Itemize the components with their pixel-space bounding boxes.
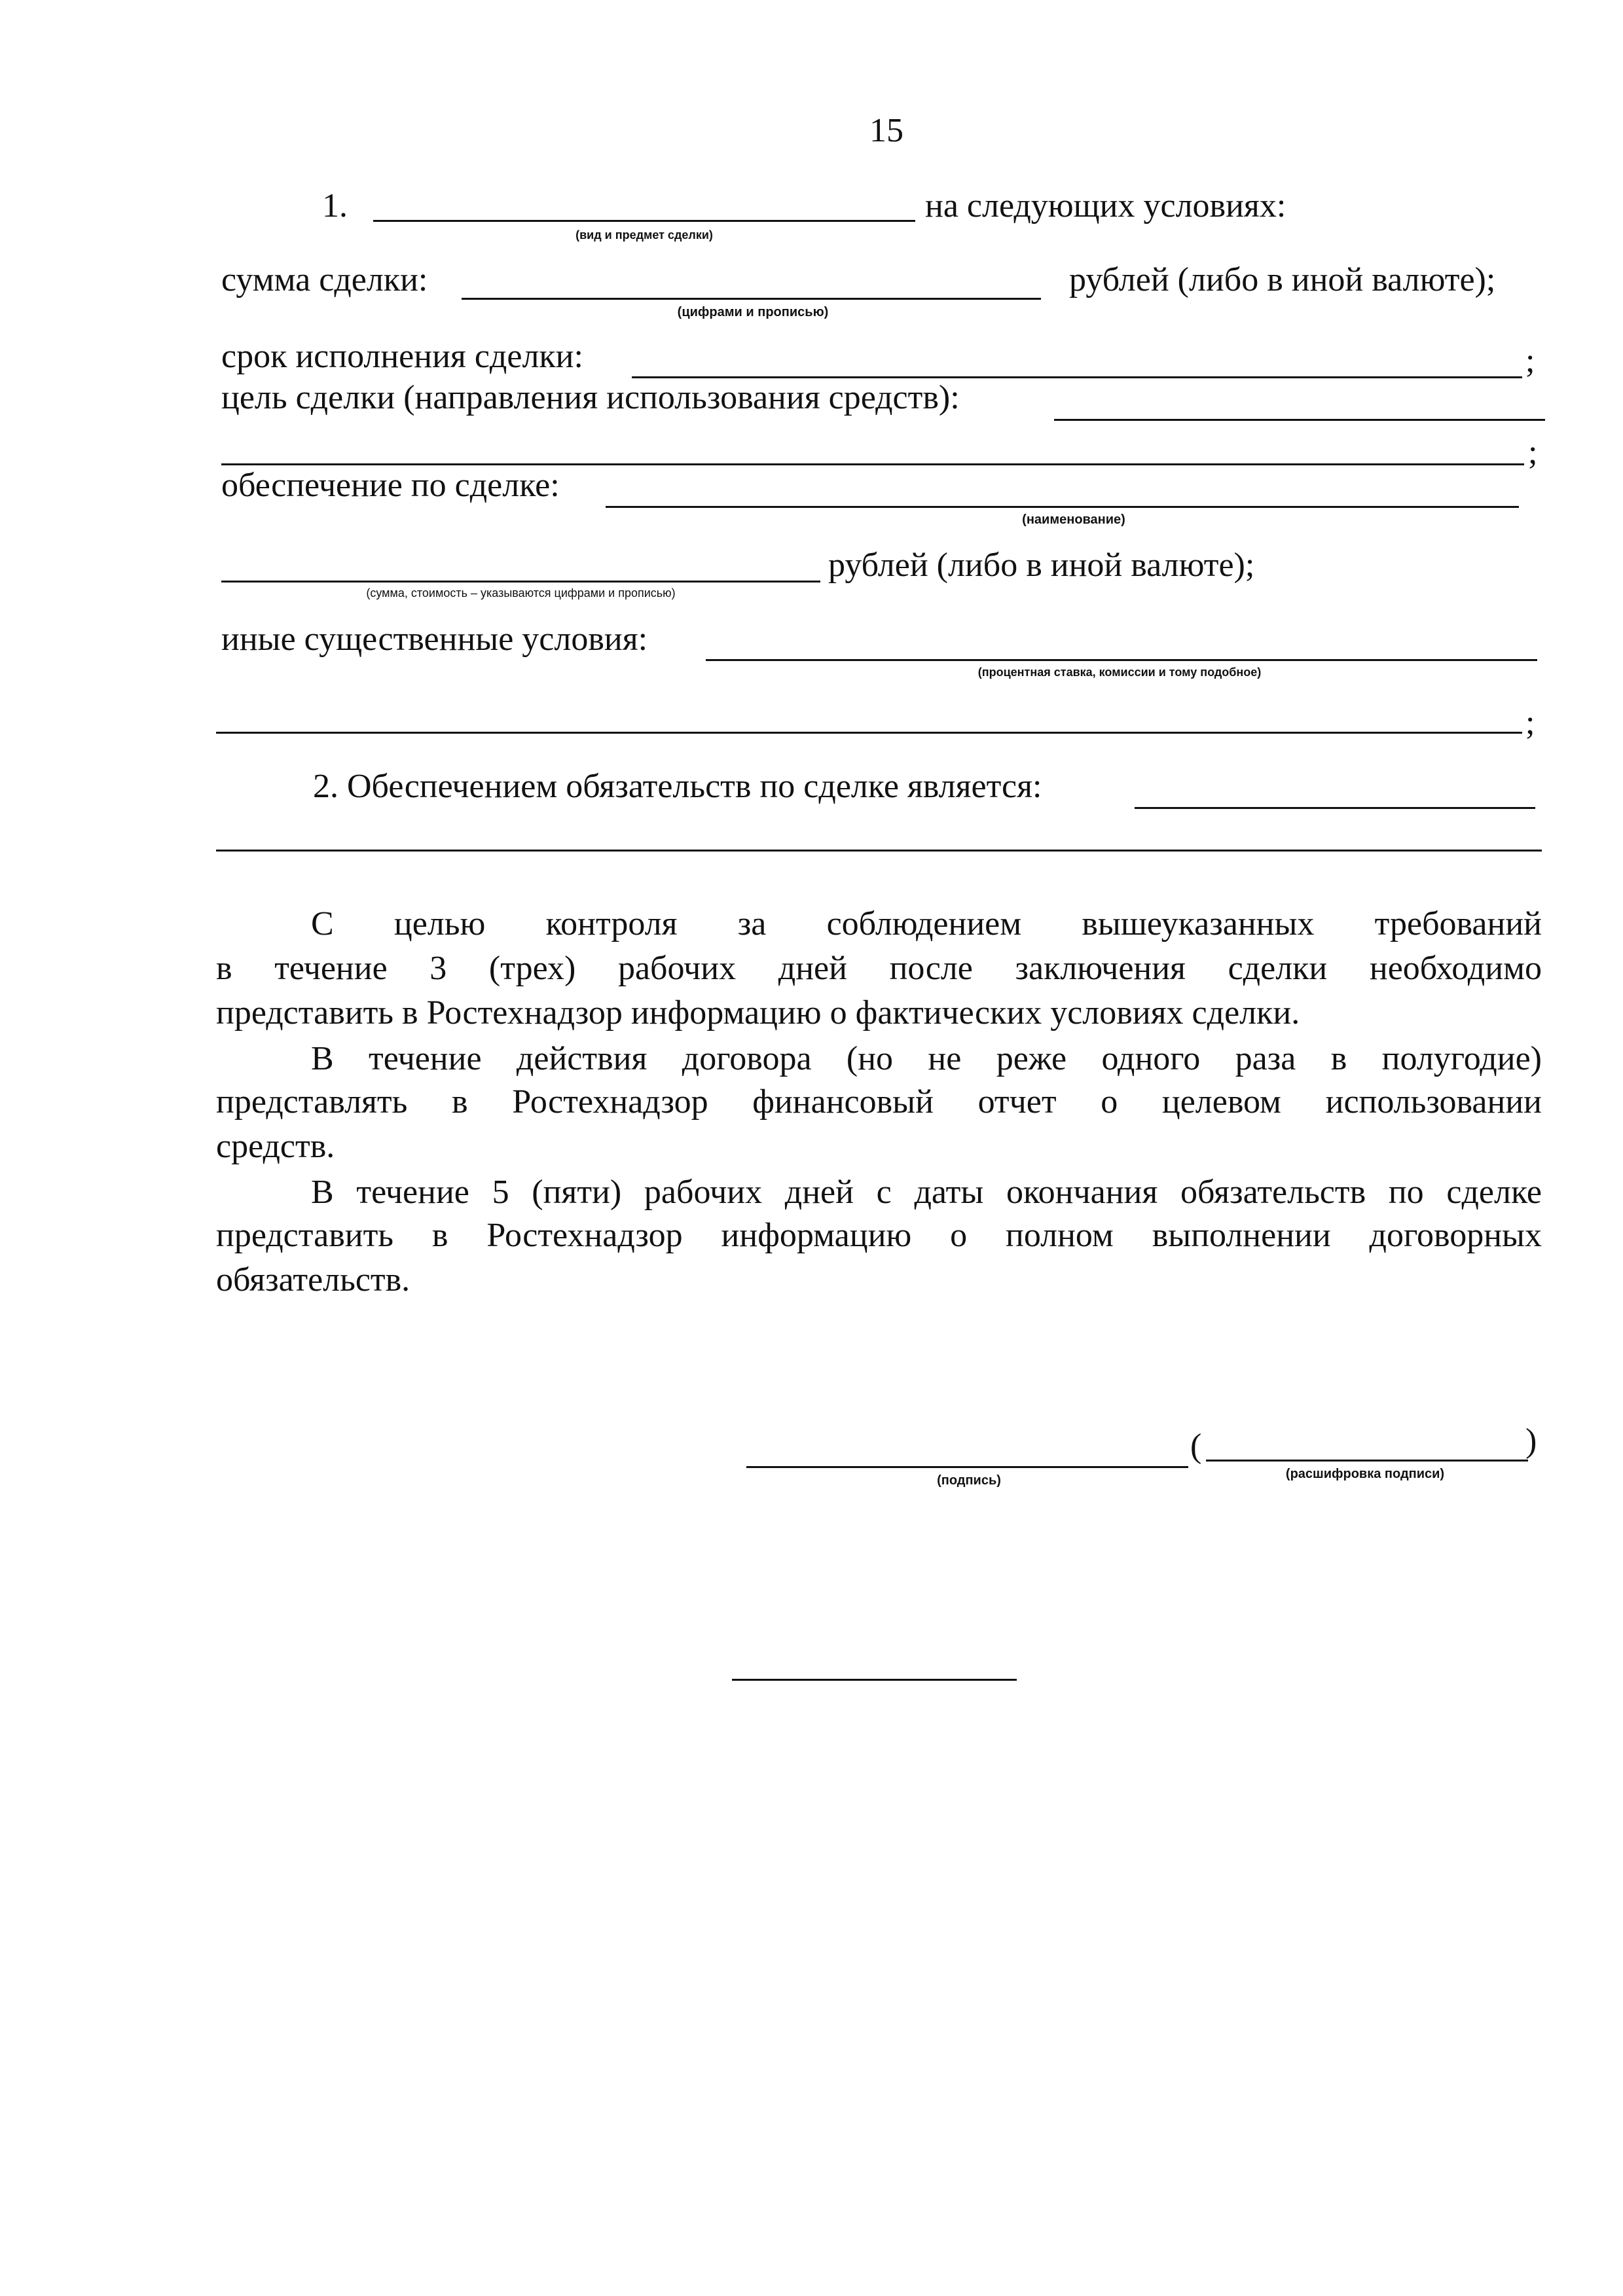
sum-hint: (цифрами и прописью)	[677, 305, 829, 319]
other-end: ;	[1525, 704, 1535, 742]
item2-line-1	[1135, 807, 1535, 809]
closing-separator	[732, 1679, 1017, 1681]
sum-label: сумма сделки:	[221, 261, 428, 298]
paragraph-1-line-2: в течение 3 (трех) рабочих дней после заключения сделки необходимо	[216, 950, 1542, 987]
paragraph-1-line-3: представить в Ростехнадзор информацию о фактических условиях сделки.	[216, 994, 1300, 1031]
paragraph-3-line-2: представить в Ростехнадзор информацию о полном выполнении договорных	[216, 1217, 1542, 1254]
signature-decode-hint: (расшифровка подписи)	[1285, 1467, 1445, 1481]
paragraph-1-line-1: С целью контроля за соблюдением вышеуказанных требований	[311, 905, 1542, 942]
item1-subject-hint: (вид и предмет сделки)	[575, 228, 713, 242]
purpose-line-1	[1054, 419, 1545, 421]
paragraph-3-line-1: В течение 5 (пяти) рабочих дней с даты окончания обязательств по сделке	[311, 1174, 1542, 1211]
page-number: 15	[869, 112, 903, 149]
item1-number: 1.	[322, 187, 348, 224]
term-label: срок исполнения сделки:	[221, 338, 583, 375]
signature-open-paren: (	[1190, 1427, 1202, 1465]
item2-line-2	[216, 850, 1542, 852]
security-label: обеспечение по сделке:	[221, 467, 560, 504]
signature-hint: (подпись)	[937, 1473, 1001, 1488]
sum-suffix: рублей (либо в иной валюте);	[1069, 261, 1496, 298]
term-end: ;	[1525, 342, 1535, 380]
signature-close-paren: )	[1525, 1422, 1537, 1460]
purpose-line-2	[221, 463, 1524, 465]
other-line-2	[216, 732, 1522, 734]
paragraph-2-line-3: средств.	[216, 1128, 335, 1165]
purpose-label: цель сделки (направления использования средств):	[221, 379, 960, 416]
other-line-1	[706, 659, 1537, 661]
paragraph-3-line-3: обязательств.	[216, 1261, 410, 1299]
signature-line	[746, 1466, 1188, 1468]
item2-text: 2. Обеспечением обязательств по сделке является:	[313, 768, 1042, 805]
purpose-end: ;	[1528, 434, 1538, 471]
item1-subject-line	[373, 220, 915, 222]
security-name-line	[606, 506, 1519, 508]
other-label: иные существенные условия:	[221, 620, 648, 658]
paragraph-2-line-1: В течение действия договора (но не реже одного раза в полугодие)	[311, 1040, 1542, 1077]
security-name-hint: (наименование)	[1022, 512, 1125, 527]
security-sum-line	[221, 581, 820, 583]
signature-decode-line	[1206, 1460, 1528, 1462]
security-sum-hint: (сумма, стоимость – указываются цифрами и прописью)	[366, 586, 676, 600]
item1-suffix: на следующих условиях:	[925, 187, 1286, 224]
security-sum-suffix: рублей (либо в иной валюте);	[828, 547, 1255, 584]
sum-line	[462, 298, 1041, 300]
other-hint: (процентная ставка, комиссии и тому подобное)	[977, 666, 1262, 679]
paragraph-2-line-2: представлять в Ростехнадзор финансовый отчет о целевом использовании	[216, 1083, 1542, 1121]
